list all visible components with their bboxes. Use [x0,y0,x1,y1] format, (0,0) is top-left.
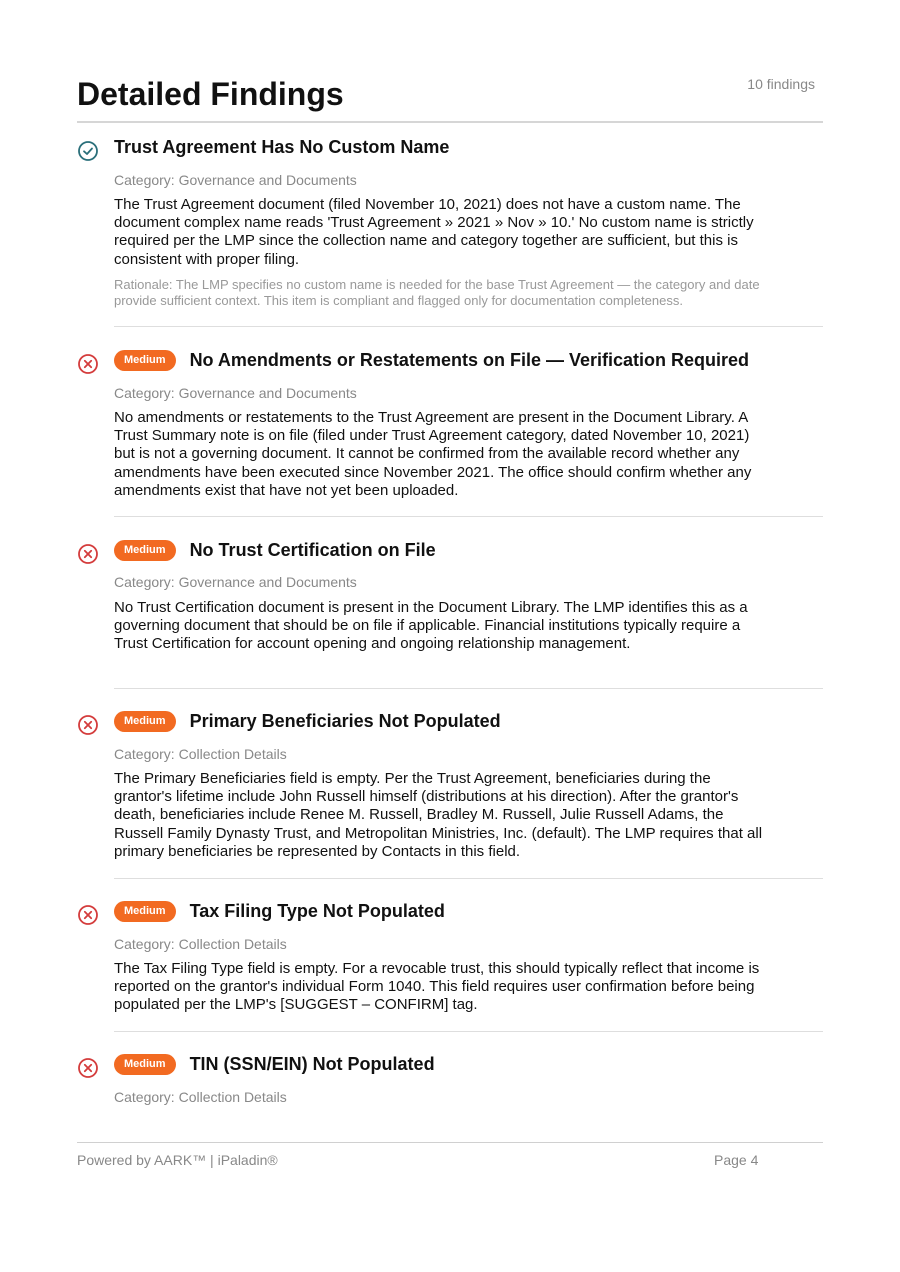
finding-category: Category: Governance and Documents [114,574,357,590]
findings-count: 10 findings [747,76,815,92]
finding-title: Primary Beneficiaries Not Populated [189,711,501,731]
finding-title: Tax Filing Type Not Populated [189,901,445,921]
check-circle-icon [77,140,99,162]
finding-description: The Primary Beneficiaries field is empty. Per the Trust Agreement, beneficiaries during the grantor's lifetime include John Russell himself (distributions at his direction). After the grantor's death, beneficiaries include Renee M. Russell, Bradley M. Russell, Julie Russell Adams, the Russell Family Dynasty Trust, and Metropolitan Ministries, Inc. (default). The LMP requires that all primary beneficiaries be represented by Contacts in this field. [114,770,763,860]
finding-divider [114,688,823,689]
finding-divider [114,1031,823,1032]
finding-category: Category: Collection Details [114,1089,287,1105]
x-circle-icon [77,543,99,565]
finding-header [114,540,436,561]
x-circle-icon [77,1057,99,1079]
report-page [77,0,823,1105]
finding-description: No amendments or restatements to the Trust Agreement are present in the Document Library. A Trust Summary note is on file (filed under Trust Agreement category, dated November 10, 2021) but is not a governing document. It cannot be confirmed from the available record whether any amendments have been executed since November 2021. The office should confirm whether any amendments exist that have not yet been uploaded. [114,409,752,499]
severity-badge: Medium [114,350,176,371]
finding-header [114,350,749,371]
finding-description: The Trust Agreement document (filed November 10, 2021) does not have a custom name. The document complex name reads 'Trust Agreement » 2021 » Nov » 10.' No custom name is strictly required per the LMP since the collection name and category together are sufficient, but this is consistent with proper filing. [114,196,754,268]
severity-badge: Medium [114,901,176,922]
finding-category: Category: Governance and Documents [114,385,357,401]
footer-branding: Powered by AARK™ | iPaladin® [77,1152,278,1168]
finding-divider [114,516,823,517]
finding-divider [114,878,823,879]
x-circle-icon [77,904,99,926]
finding-header [114,137,449,158]
finding-description: No Trust Certification document is present in the Document Library. The LMP identifies this as a governing document that should be on file if applicable. Financial institutions typically require a Trust Certification for account opening and ongoing relationship management. [114,599,748,653]
severity-badge: Medium [114,1054,176,1075]
finding-header [114,711,501,732]
finding-rationale: Rationale: The LMP specifies no custom name is needed for the base Trust Agreement — the category and date provide sufficient context. This item is compliant and flagged only for documentation completeness. [114,277,760,308]
severity-badge: Medium [114,540,176,561]
finding-divider [114,326,823,327]
finding-title: TIN (SSN/EIN) Not Populated [189,1054,435,1074]
severity-badge: Medium [114,711,176,732]
finding-category: Category: Governance and Documents [114,172,357,188]
footer-divider [77,1142,823,1143]
page-number: Page 4 [714,1152,759,1168]
x-circle-icon [77,714,99,736]
finding-title: No Trust Certification on File [189,540,436,560]
finding-title: No Amendments or Restatements on File — Verification Required [189,350,750,370]
page-title: Detailed Findings [77,76,344,112]
finding-header [114,901,445,922]
finding-category: Category: Collection Details [114,746,287,762]
finding-title: Trust Agreement Has No Custom Name [114,137,450,157]
finding-category: Category: Collection Details [114,936,287,952]
page-header [77,0,823,123]
finding-description: The Tax Filing Type field is empty. For a revocable trust, this should typically reflect that income is reported on the grantor's individual Form 1040. This field requires user confirmation before being populated per the LMP's [SUGGEST – CONFIRM] tag. [114,960,760,1014]
finding-header [114,1054,435,1075]
x-circle-icon [77,353,99,375]
